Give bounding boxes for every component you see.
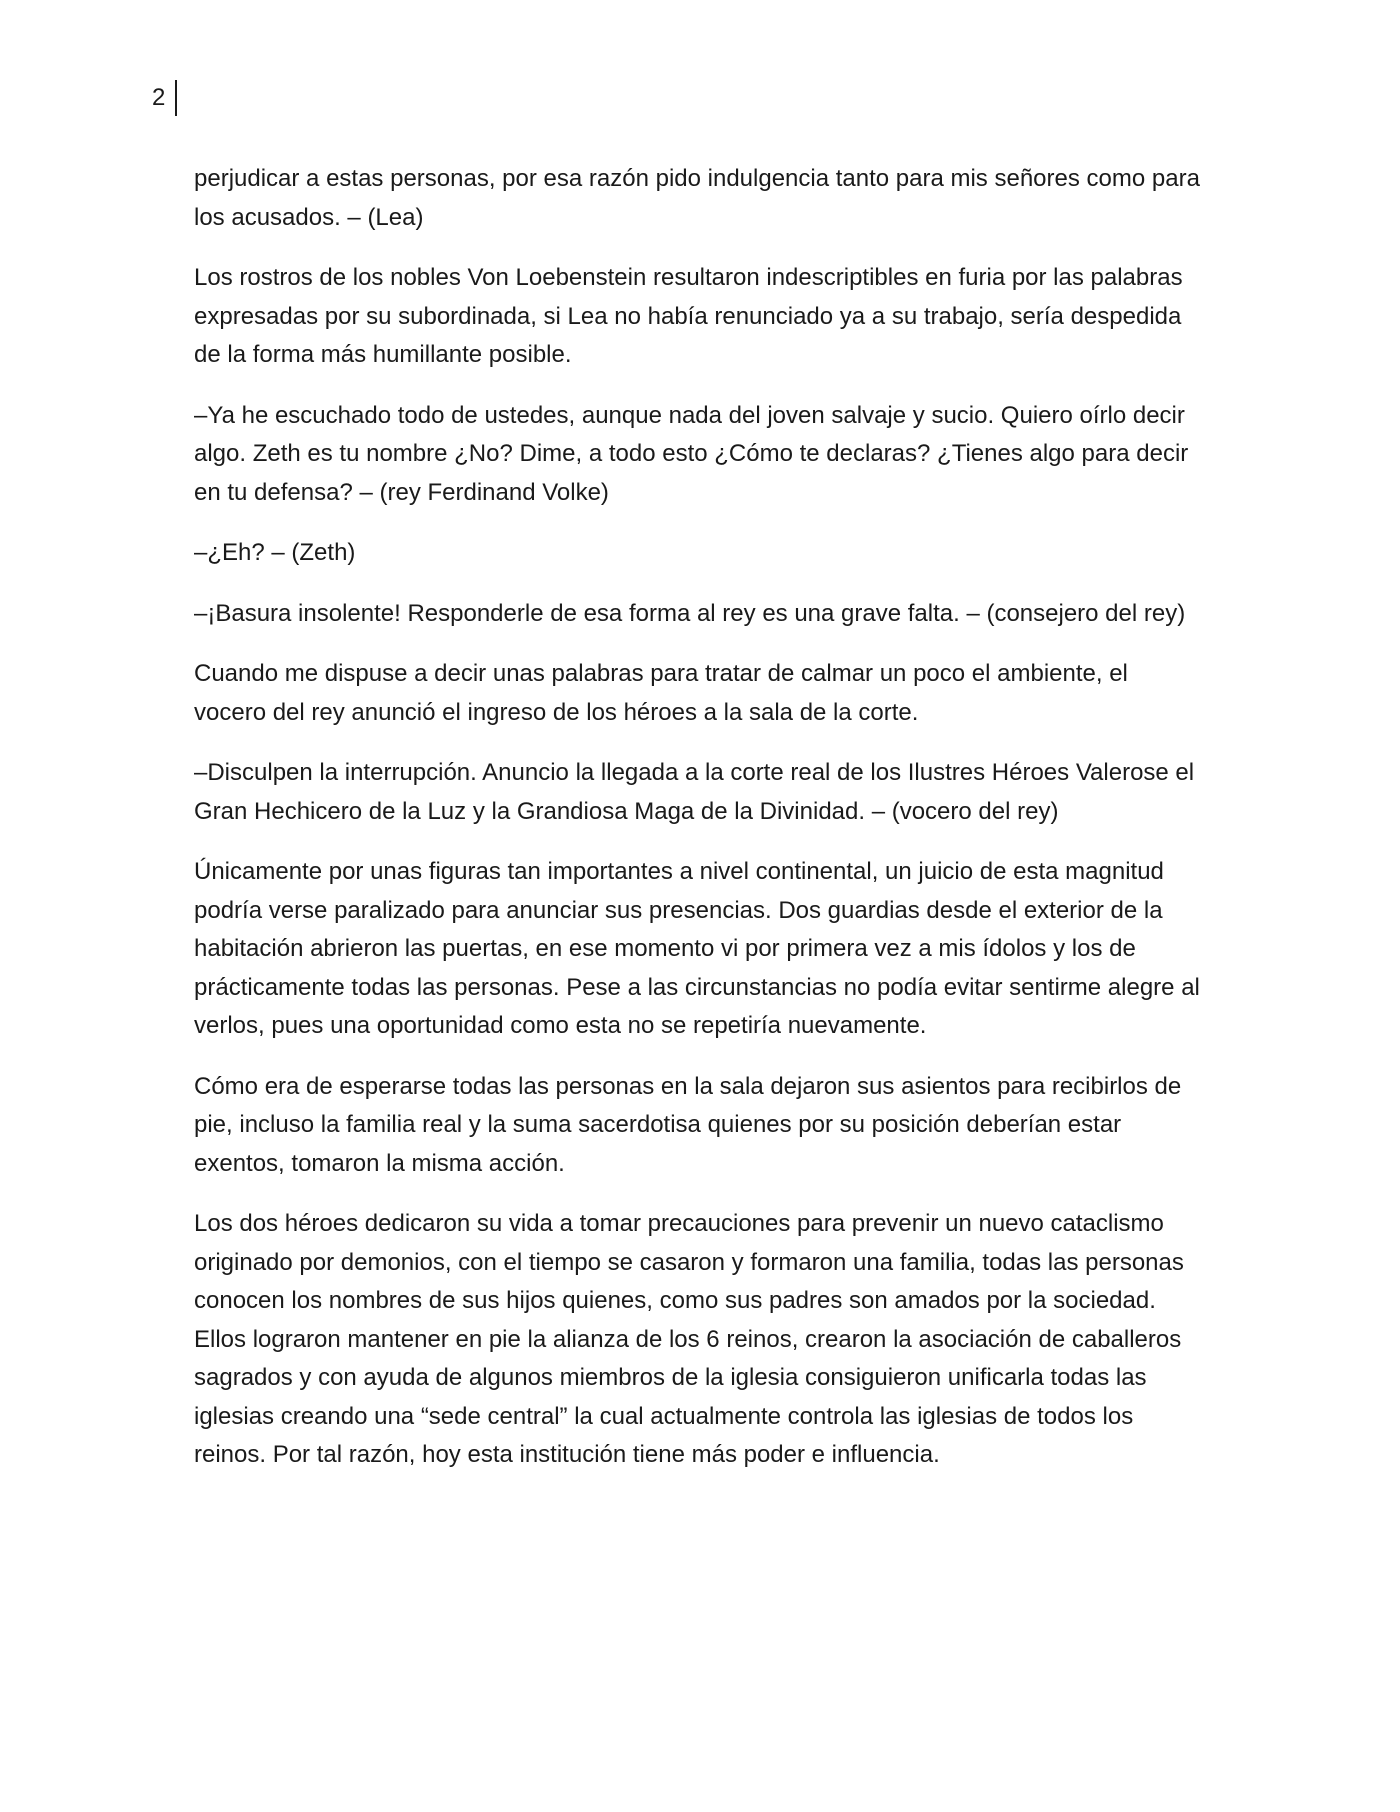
paragraph: Cómo era de esperarse todas las personas en la sala dejaron sus asientos para recibirlos de pie, incluso la familia real y la suma sacerdotisa quienes por su posición deberían estar exentos, tomaron la misma acción.: [194, 1072, 1182, 1177]
paragraph: Los rostros de los nobles Von Loebenstein resultaron indescriptibles en furia por las palabras expresadas por su subordinada, si Lea no había renunciado ya a su trabajo, sería despedida de la forma más humillante posible.: [194, 264, 1183, 368]
document-body: [194, 160, 1204, 1497]
paragraph: Los dos héroes dedicaron su vida a tomar precauciones para prevenir un nuevo cataclismo originado por demonios, con el tiempo se casaron y formaron una familia, todas las personas conocen los nombres de sus hijos quienes, como sus padres son amados por la sociedad. Ellos lograron mantener en pie la alianza de los 6 reinos, crearon la asociación de caballeros sagrados y con ayuda de algunos miembros de la iglesia consiguieron unificarla todas las iglesias creando una “sede central” la cual actualmente controla las iglesias de todos los reinos. Por tal razón, hoy esta institución tiene más poder e influencia.: [194, 1210, 1184, 1468]
page-number: 2: [152, 84, 166, 111]
paragraph: –Disculpen la interrupción. Anuncio la llegada a la corte real de los Ilustres Héroes Valerose el Gran Hechicero de la Luz y la Grandiosa Maga de la Divinidad. – (vocero del rey): [194, 759, 1195, 825]
header-divider: [175, 80, 177, 116]
paragraph: Cuando me dispuse a decir unas palabras para tratar de calmar un poco el ambiente, el vocero del rey anunció el ingreso de los héroes a la sala de la corte.: [194, 660, 1128, 726]
paragraph: –¿Eh? – (Zeth): [194, 539, 356, 566]
page-header: [152, 80, 177, 116]
paragraph: –Ya he escuchado todo de ustedes, aunque nada del joven salvaje y sucio. Quiero oírlo decir algo. Zeth es tu nombre ¿No? Dime, a todo esto ¿Cómo te declaras? ¿Tienes algo para decir en tu defensa? – (rey Ferdinand Volke): [194, 401, 1189, 506]
paragraph: Únicamente por unas figuras tan importantes a nivel continental, un juicio de esta magnitud podría verse paralizado para anunciar sus presencias. Dos guardias desde el exterior de la habitación abrieron las puertas, en ese momento vi por primera vez a mis ídolos y los de prácticamente todas las personas. Pese a las circunstancias no podía evitar sentirme alegre al verlos, pues una oportunidad como esta no se repetiría nuevamente.: [194, 858, 1200, 1039]
paragraph: –¡Basura insolente! Responderle de esa forma al rey es una grave falta. – (consejero del rey): [194, 599, 1186, 627]
paragraph: perjudicar a estas personas, por esa razón pido indulgencia tanto para mis señores como para los acusados. – (Lea): [194, 165, 1200, 231]
